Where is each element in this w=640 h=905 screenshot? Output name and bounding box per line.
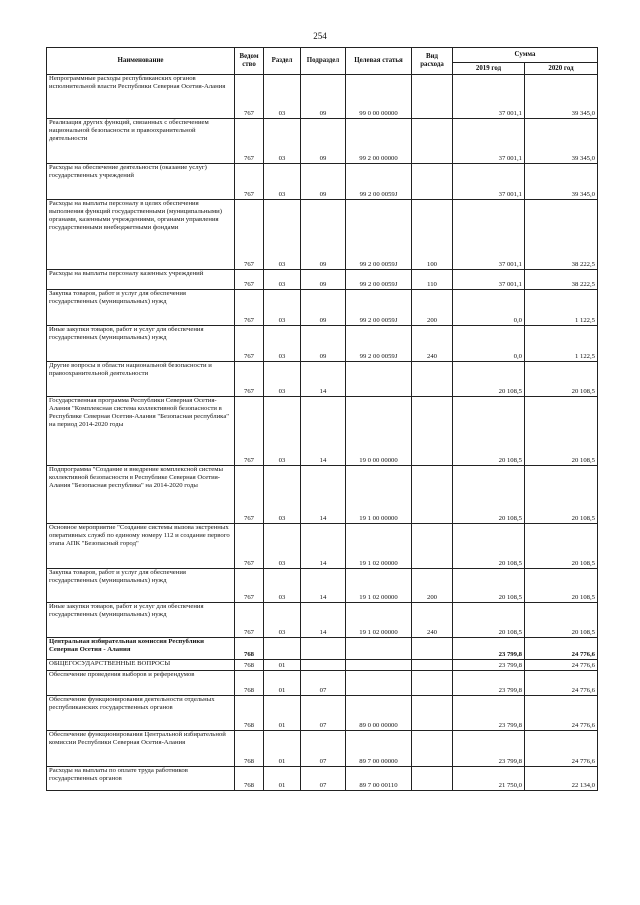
cell-subsection: 09 xyxy=(301,290,346,326)
cell-sum-2019: 23 799,8 xyxy=(453,671,525,696)
cell-name: Подпрограмма "Создание и внедрение комплексной системы коллективной безопасности в Республике Северная Осетия-Алания "Безопасная республика" на 2014-2020 годы xyxy=(47,466,235,524)
cell-ministry: 768 xyxy=(235,731,264,767)
cell-sum-2019: 37 001,1 xyxy=(453,75,525,119)
cell-ministry: 767 xyxy=(235,270,264,290)
cell-sum-2019: 23 799,8 xyxy=(453,731,525,767)
table-row xyxy=(47,638,598,660)
cell-sum-2019: 37 001,1 xyxy=(453,200,525,270)
cell-target: 99 0 00 00000 xyxy=(346,75,412,119)
cell-target: 19 1 02 00000 xyxy=(346,603,412,638)
cell-subsection: 09 xyxy=(301,326,346,362)
cell-subsection xyxy=(301,660,346,671)
cell-ministry: 768 xyxy=(235,767,264,791)
cell-expense-type xyxy=(412,362,453,397)
cell-target: 19 1 02 00000 xyxy=(346,524,412,569)
cell-sum-2019: 20 108,5 xyxy=(453,569,525,603)
header-expense-type: Вид расхода xyxy=(412,48,453,75)
cell-sum-2019: 20 108,5 xyxy=(453,397,525,466)
cell-name: Расходы на обеспечение деятельности (оказание услуг) государственных учреждений xyxy=(47,164,235,200)
cell-section: 03 xyxy=(264,290,301,326)
cell-target: 99 2 00 0059Ј xyxy=(346,164,412,200)
cell-sum-2020: 38 222,5 xyxy=(525,200,598,270)
cell-sum-2020: 39 345,0 xyxy=(525,119,598,164)
cell-target: 99 2 00 0059Ј xyxy=(346,326,412,362)
cell-section: 03 xyxy=(264,466,301,524)
cell-target: 99 2 00 0059Ј xyxy=(346,200,412,270)
cell-subsection: 07 xyxy=(301,731,346,767)
table-row xyxy=(47,767,598,791)
cell-sum-2020: 24 776,6 xyxy=(525,671,598,696)
cell-section: 03 xyxy=(264,524,301,569)
cell-expense-type: 200 xyxy=(412,569,453,603)
cell-name: Расходы на выплаты персоналу в целях обеспечения выполнения функций государственными (муниципальными) органами, казенными учреждениями, органами управления государственными внебюджетными фондами xyxy=(47,200,235,270)
cell-expense-type xyxy=(412,397,453,466)
cell-section: 03 xyxy=(264,270,301,290)
table-row xyxy=(47,362,598,397)
cell-subsection: 14 xyxy=(301,397,346,466)
cell-sum-2019: 20 108,5 xyxy=(453,466,525,524)
cell-subsection: 07 xyxy=(301,696,346,731)
cell-expense-type: 110 xyxy=(412,270,453,290)
cell-sum-2019: 20 108,5 xyxy=(453,603,525,638)
cell-subsection: 09 xyxy=(301,164,346,200)
cell-expense-type xyxy=(412,75,453,119)
header-name: Наименование xyxy=(47,48,235,75)
cell-name: Иные закупки товаров, работ и услуг для обеспечения государственных (муниципальных) нужд xyxy=(47,603,235,638)
cell-target: 99 2 00 0059Ј xyxy=(346,290,412,326)
cell-ministry: 767 xyxy=(235,524,264,569)
cell-ministry: 768 xyxy=(235,660,264,671)
cell-subsection: 14 xyxy=(301,603,346,638)
cell-section: 01 xyxy=(264,731,301,767)
cell-section: 01 xyxy=(264,660,301,671)
cell-sum-2020: 38 222,5 xyxy=(525,270,598,290)
table-row xyxy=(47,569,598,603)
cell-sum-2020: 20 108,5 xyxy=(525,569,598,603)
cell-sum-2020: 20 108,5 xyxy=(525,362,598,397)
cell-section xyxy=(264,638,301,660)
header-year-2019: 2019 год xyxy=(453,63,525,75)
cell-section: 03 xyxy=(264,326,301,362)
cell-ministry: 767 xyxy=(235,603,264,638)
cell-expense-type xyxy=(412,466,453,524)
cell-name: Реализация других функций, связанных с обеспечением национальной безопасности и правоохранительной деятельности xyxy=(47,119,235,164)
cell-sum-2019: 37 001,1 xyxy=(453,270,525,290)
header-target: Целевая статья xyxy=(346,48,412,75)
cell-expense-type xyxy=(412,696,453,731)
cell-sum-2020: 39 345,0 xyxy=(525,164,598,200)
cell-name: Расходы на выплаты персоналу казенных учреждений xyxy=(47,270,235,290)
cell-name: Непрограммные расходы республиканских органов исполнительной власти Республики Северная Осетия-Алания xyxy=(47,75,235,119)
cell-subsection: 07 xyxy=(301,671,346,696)
cell-section: 03 xyxy=(264,75,301,119)
cell-subsection: 09 xyxy=(301,119,346,164)
cell-section: 03 xyxy=(264,200,301,270)
cell-name: Обеспечение проведения выборов и референдумов xyxy=(47,671,235,696)
cell-target: 99 2 00 00000 xyxy=(346,119,412,164)
header-subsection: Подраздел xyxy=(301,48,346,75)
cell-expense-type xyxy=(412,119,453,164)
cell-sum-2020: 24 776,6 xyxy=(525,660,598,671)
cell-ministry: 767 xyxy=(235,164,264,200)
table-row xyxy=(47,75,598,119)
cell-section: 03 xyxy=(264,164,301,200)
cell-expense-type: 240 xyxy=(412,326,453,362)
table-row xyxy=(47,200,598,270)
cell-sum-2020: 1 122,5 xyxy=(525,326,598,362)
cell-ministry: 767 xyxy=(235,397,264,466)
cell-name: Обеспечение функционирования деятельности отдельных республиканских государственных органов xyxy=(47,696,235,731)
table-row xyxy=(47,660,598,671)
cell-sum-2020: 24 776,6 xyxy=(525,696,598,731)
cell-name: Другие вопросы в области национальной безопасности и правоохранительной деятельности xyxy=(47,362,235,397)
cell-ministry: 767 xyxy=(235,326,264,362)
cell-name: Основное мероприятие "Создание системы вызова экстренных оперативных служб по единому номеру 112 и создание первого этапа АПК "Безопасный город" xyxy=(47,524,235,569)
cell-subsection: 14 xyxy=(301,466,346,524)
header-year-2020: 2020 год xyxy=(525,63,598,75)
cell-target: 19 1 02 00000 xyxy=(346,569,412,603)
cell-ministry: 768 xyxy=(235,671,264,696)
cell-section: 03 xyxy=(264,362,301,397)
cell-ministry: 768 xyxy=(235,638,264,660)
cell-section: 03 xyxy=(264,603,301,638)
cell-subsection: 14 xyxy=(301,524,346,569)
cell-expense-type xyxy=(412,524,453,569)
cell-sum-2019: 23 799,8 xyxy=(453,660,525,671)
cell-name: Расходы на выплаты по оплате труда работников государственных органов xyxy=(47,767,235,791)
header-section: Раздел xyxy=(264,48,301,75)
cell-section: 03 xyxy=(264,119,301,164)
table-row xyxy=(47,164,598,200)
cell-subsection xyxy=(301,638,346,660)
table-row xyxy=(47,326,598,362)
cell-ministry: 768 xyxy=(235,696,264,731)
cell-expense-type: 100 xyxy=(412,200,453,270)
table-row xyxy=(47,270,598,290)
cell-target: 89 0 00 00000 xyxy=(346,696,412,731)
cell-ministry: 767 xyxy=(235,119,264,164)
cell-sum-2020: 20 108,5 xyxy=(525,603,598,638)
cell-section: 03 xyxy=(264,569,301,603)
cell-expense-type xyxy=(412,164,453,200)
cell-name: Иные закупки товаров, работ и услуг для обеспечения государственных (муниципальных) нужд xyxy=(47,326,235,362)
cell-subsection: 09 xyxy=(301,270,346,290)
cell-target: 89 7 00 00110 xyxy=(346,767,412,791)
cell-subsection: 07 xyxy=(301,767,346,791)
cell-name: Закупка товаров, работ и услуг для обеспечения государственных (муниципальных) нужд xyxy=(47,569,235,603)
budget-table xyxy=(46,47,598,791)
cell-ministry: 767 xyxy=(235,75,264,119)
cell-section: 03 xyxy=(264,397,301,466)
cell-subsection: 09 xyxy=(301,75,346,119)
cell-expense-type xyxy=(412,660,453,671)
page-number: 254 xyxy=(313,31,327,41)
cell-target: 19 1 00 00000 xyxy=(346,466,412,524)
cell-sum-2019: 37 001,1 xyxy=(453,164,525,200)
cell-expense-type: 240 xyxy=(412,603,453,638)
cell-expense-type xyxy=(412,638,453,660)
table-row xyxy=(47,524,598,569)
cell-sum-2019: 20 108,5 xyxy=(453,362,525,397)
cell-sum-2020: 22 134,0 xyxy=(525,767,598,791)
cell-name: Центральная избирательная комиссия Республики Северная Осетия - Алания xyxy=(47,638,235,660)
cell-target: 99 2 00 0059Ј xyxy=(346,270,412,290)
cell-sum-2020: 24 776,6 xyxy=(525,638,598,660)
cell-section: 01 xyxy=(264,671,301,696)
cell-expense-type xyxy=(412,731,453,767)
cell-target: 89 7 00 00000 xyxy=(346,731,412,767)
cell-ministry: 767 xyxy=(235,362,264,397)
cell-sum-2019: 21 750,0 xyxy=(453,767,525,791)
table-row xyxy=(47,290,598,326)
cell-target xyxy=(346,671,412,696)
cell-name: Закупка товаров, работ и услуг для обеспечения государственных (муниципальных) нужд xyxy=(47,290,235,326)
cell-ministry: 767 xyxy=(235,200,264,270)
cell-sum-2020: 20 108,5 xyxy=(525,466,598,524)
table-row xyxy=(47,731,598,767)
cell-expense-type xyxy=(412,671,453,696)
table-row xyxy=(47,119,598,164)
cell-ministry: 767 xyxy=(235,290,264,326)
cell-sum-2020: 39 345,0 xyxy=(525,75,598,119)
cell-target xyxy=(346,362,412,397)
table-row xyxy=(47,603,598,638)
cell-subsection: 14 xyxy=(301,569,346,603)
cell-target xyxy=(346,638,412,660)
cell-subsection: 14 xyxy=(301,362,346,397)
cell-sum-2020: 20 108,5 xyxy=(525,397,598,466)
cell-expense-type: 200 xyxy=(412,290,453,326)
cell-sum-2019: 23 799,8 xyxy=(453,696,525,731)
cell-subsection: 09 xyxy=(301,200,346,270)
header-sum: Сумма xyxy=(453,48,598,63)
table-row xyxy=(47,466,598,524)
cell-sum-2019: 0,0 xyxy=(453,290,525,326)
table-row xyxy=(47,397,598,466)
cell-sum-2020: 24 776,6 xyxy=(525,731,598,767)
cell-ministry: 767 xyxy=(235,466,264,524)
cell-name: ОБЩЕГОСУДАРСТВЕННЫЕ ВОПРОСЫ xyxy=(47,660,235,671)
cell-sum-2020: 1 122,5 xyxy=(525,290,598,326)
cell-name: Государственная программа Республики Северная Осетия-Алания "Комплексная система коллективной безопасности в Республике Северная Осетия-Алания "Безопасная республика" на период 2014-2020 годы xyxy=(47,397,235,466)
cell-sum-2019: 20 108,5 xyxy=(453,524,525,569)
cell-ministry: 767 xyxy=(235,569,264,603)
cell-section: 01 xyxy=(264,696,301,731)
cell-target xyxy=(346,660,412,671)
table-row xyxy=(47,671,598,696)
cell-name: Обеспечение функционирования Центральной избирательной комиссии Республики Северная Осетия-Алания xyxy=(47,731,235,767)
table-row xyxy=(47,696,598,731)
cell-sum-2020: 20 108,5 xyxy=(525,524,598,569)
cell-target: 19 0 00 00000 xyxy=(346,397,412,466)
cell-expense-type xyxy=(412,767,453,791)
table-body xyxy=(47,75,598,791)
cell-sum-2019: 0,0 xyxy=(453,326,525,362)
cell-sum-2019: 37 001,1 xyxy=(453,119,525,164)
cell-sum-2019: 23 799,8 xyxy=(453,638,525,660)
cell-section: 01 xyxy=(264,767,301,791)
header-ministry: Ведом ство xyxy=(235,48,264,75)
